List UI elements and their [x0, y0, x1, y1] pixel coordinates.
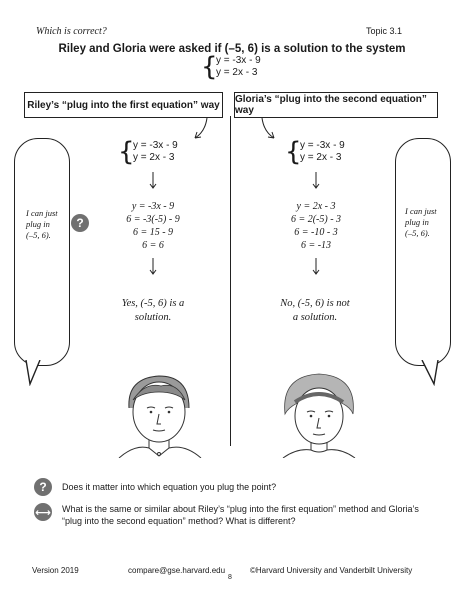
gloria-conclusion-line: a solution. — [292, 312, 338, 323]
riley-work-step: 6 = 15 - 9 — [132, 227, 174, 238]
riley-down-arrow-1 — [147, 172, 159, 190]
bubble-line: I can just — [26, 208, 58, 218]
riley-portrait — [115, 368, 205, 458]
riley-work-step: y = -3x - 9 — [131, 201, 175, 212]
gloria-work — [256, 200, 376, 252]
gloria-bubble-text — [405, 206, 437, 239]
question-icon: ? — [71, 214, 89, 232]
riley-system-equation-1: y = -3x - 9 — [133, 140, 178, 151]
riley-pointer-arrow — [185, 116, 215, 144]
gloria-system-equation-1: y = -3x - 9 — [300, 140, 345, 151]
compare-arrows-icon: ⟷ — [34, 503, 52, 521]
gloria-portrait — [275, 368, 365, 458]
system-brace: { — [201, 52, 218, 82]
gloria-speech-bubble — [395, 138, 451, 366]
gloria-down-arrow-1 — [310, 172, 322, 190]
bubble-line: I can just — [405, 206, 437, 216]
riley-system-brace: { — [118, 137, 135, 167]
system-equation-2: y = 2x - 3 — [216, 67, 258, 78]
reflection-question-1: Does it matter into which equation you plug the point? — [62, 482, 277, 492]
gloria-bubble-tail — [420, 360, 440, 386]
gloria-conclusion — [250, 297, 380, 325]
page-number: 8 — [228, 574, 232, 581]
riley-bubble-text — [26, 208, 58, 241]
gloria-down-arrow-2 — [310, 258, 322, 276]
question-icon: ? — [34, 478, 52, 496]
riley-conclusion — [88, 297, 218, 325]
worksheet-prompt: Which is correct? — [36, 26, 107, 37]
gloria-work-step: 6 = 2(-5) - 3 — [290, 214, 342, 225]
reflection-question-2 — [62, 503, 452, 527]
riley-bubble-tail — [24, 360, 44, 386]
page-title: Riley and Gloria were asked if (–5, 6) is a solution to the system — [58, 43, 406, 55]
gloria-work-step: 6 = -13 — [300, 240, 332, 251]
riley-work-step: 6 = 6 — [142, 240, 164, 251]
bubble-line: (–5, 6). — [26, 230, 51, 240]
bubble-line: plug in — [26, 219, 50, 229]
riley-speech-bubble — [14, 138, 70, 366]
footer-copyright: ©Harvard University and Vanderbilt University — [250, 566, 413, 575]
reflection-question-2-line: What is the same or similar about Riley’s “plug into the first equation” method and Gloria’s — [62, 504, 419, 514]
riley-conclusion-line: Yes, (-5, 6) is a — [121, 298, 185, 309]
footer-email: compare@gse.harvard.edu — [128, 566, 226, 575]
topic-label: Topic 3.1 — [366, 26, 403, 36]
system-equation-1: y = -3x - 9 — [216, 55, 261, 66]
riley-down-arrow-2 — [147, 258, 159, 276]
center-divider — [230, 116, 231, 446]
riley-conclusion-line: solution. — [134, 312, 172, 323]
riley-method-label: Riley’s “plug into the first equation” way — [24, 92, 223, 118]
gloria-method-label: Gloria’s “plug into the second equation” way — [234, 92, 438, 118]
gloria-conclusion-line: No, (-5, 6) is not — [280, 298, 350, 309]
gloria-pointer-arrow — [256, 116, 286, 144]
gloria-work-step: y = 2x - 3 — [296, 201, 336, 212]
gloria-system-brace: { — [285, 137, 302, 167]
riley-system-equation-2: y = 2x - 3 — [133, 152, 175, 163]
bubble-line: (–5, 6). — [405, 228, 430, 238]
bubble-line: plug in — [405, 217, 429, 227]
reflection-question-2-line: “plug into the second equation” method? What is different? — [62, 516, 296, 526]
footer-version: Version 2019 — [32, 566, 79, 575]
riley-work — [93, 200, 213, 252]
gloria-work-step: 6 = -10 - 3 — [294, 227, 338, 238]
riley-work-step: 6 = -3(-5) - 9 — [126, 214, 180, 225]
gloria-system-equation-2: y = 2x - 3 — [300, 152, 342, 163]
